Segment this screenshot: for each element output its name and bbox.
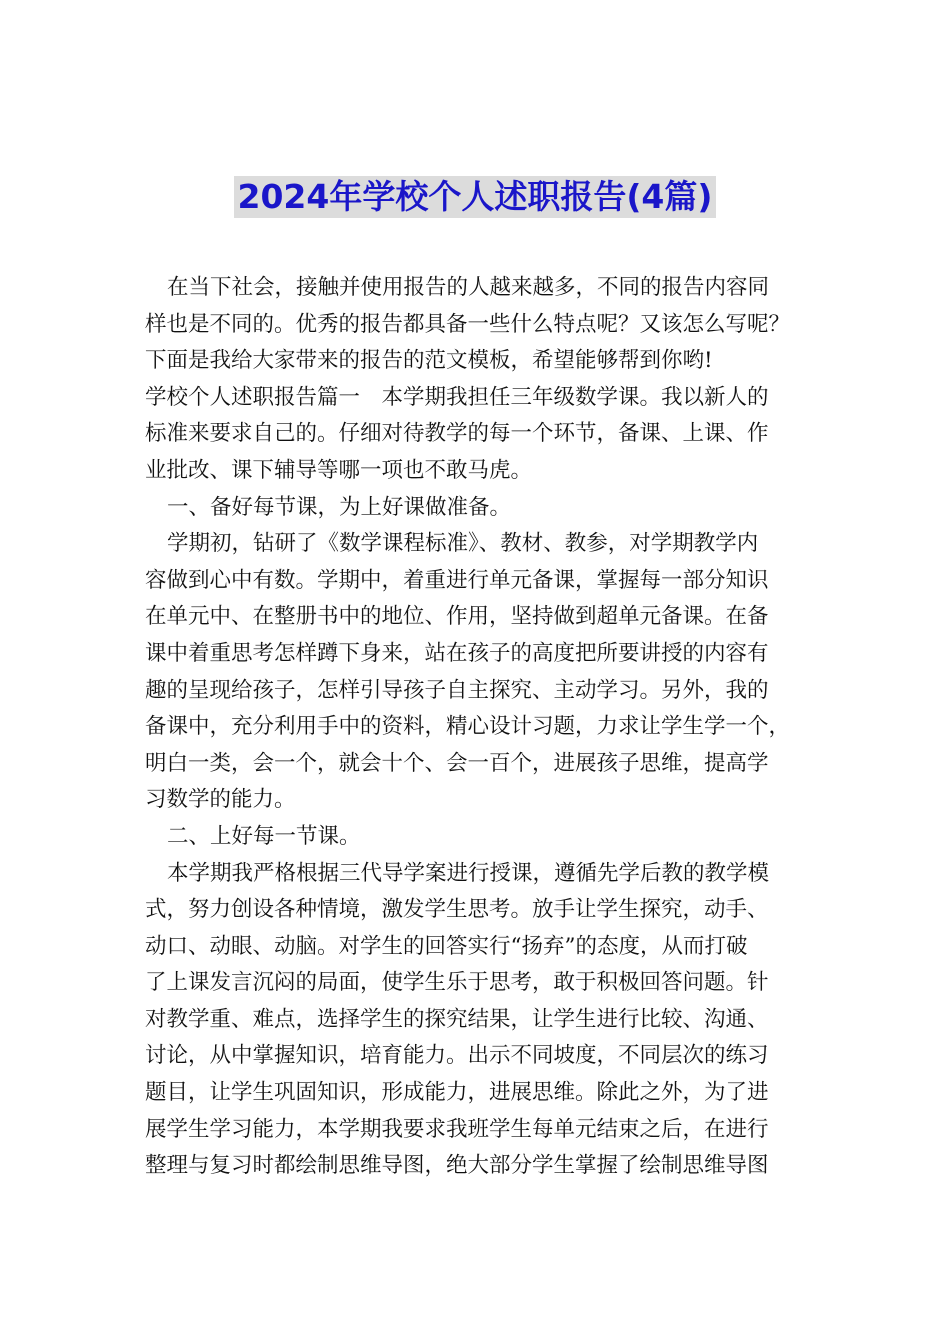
- text-line: 了上课发言沉闷的局面，使学生乐于思考，敢于积极回答问题。针: [145, 970, 769, 996]
- text-line: 一、备好每节课，为上好课做准备。: [167, 494, 512, 520]
- text-line: 备课中，充分利用手中的资料，精心设计习题，力求让学生学一个，: [145, 714, 791, 740]
- text-line: 对教学重、难点，选择学生的探究结果，让学生进行比较、沟通、: [145, 1006, 769, 1032]
- document-body: [145, 270, 830, 1185]
- text-line: 在单元中、在整册书中的地位、作用，坚持做到超单元备课。在备: [145, 604, 769, 630]
- text-line: 题目，让学生巩固知识，形成能力，进展思维。除此之外，为了进: [145, 1080, 769, 1106]
- text-line: 标准来要求自己的。仔细对待教学的每一个环节，备课、上课、作: [145, 421, 769, 447]
- text-line: 式，努力创设各种情境，激发学生思考。放手让学生探究，动手、: [145, 897, 769, 923]
- text-line: 整理与复习时都绘制思维导图，绝大部分学生掌握了绘制思维导图: [145, 1153, 769, 1179]
- text-line: 本学期我严格根据三代导学案进行授课，遵循先学后教的教学模: [167, 860, 770, 886]
- text-line: 习数学的能力。: [145, 787, 296, 813]
- text-line: 展学生学习能力，本学期我要求我班学生每单元结束之后，在进行: [145, 1116, 769, 1142]
- document-title: 2024年学校个人述职报告(4篇): [234, 176, 717, 218]
- text-line: 讨论，从中掌握知识，培育能力。出示不同坡度，不同层次的练习: [145, 1043, 769, 1069]
- text-line: 趣的呈现给孩子，怎样引导孩子自主探究、主动学习。另外，我的: [145, 677, 769, 703]
- text-line: 在当下社会，接触并使用报告的人越来越多，不同的报告内容同: [167, 275, 770, 300]
- text-line: 明白一类，会一个，就会十个、会一百个，进展孩子思维，提高学: [145, 750, 769, 776]
- text-line: 样也是不同的。优秀的报告都具备一些什么特点呢？又该怎么写呢？: [145, 311, 791, 337]
- text-line: 容做到心中有数。学期中，着重进行单元备课，掌握每一部分知识: [145, 567, 769, 593]
- text-line: 下面是我给大家带来的报告的范文模板，希望能够帮到你哟!: [145, 348, 713, 374]
- text-line: 学期初，钻研了《数学课程标准》、教材、教参，对学期教学内: [167, 531, 759, 557]
- text-line: 课中着重思考怎样蹲下身来，站在孩子的高度把所要讲授的内容有: [145, 640, 769, 666]
- text-line: 业批改、课下辅导等哪一项也不敢马虎。: [145, 457, 533, 483]
- text-line: 二、上好每一节课。: [167, 823, 361, 849]
- text-line: 学校个人述职报告篇一 本学期我担任三年级数学课。我以新人的: [145, 384, 769, 410]
- title-container: [0, 176, 950, 218]
- text-line: 动口、动眼、动脑。对学生的回答实行“扬弃”的态度，从而打破: [145, 933, 748, 959]
